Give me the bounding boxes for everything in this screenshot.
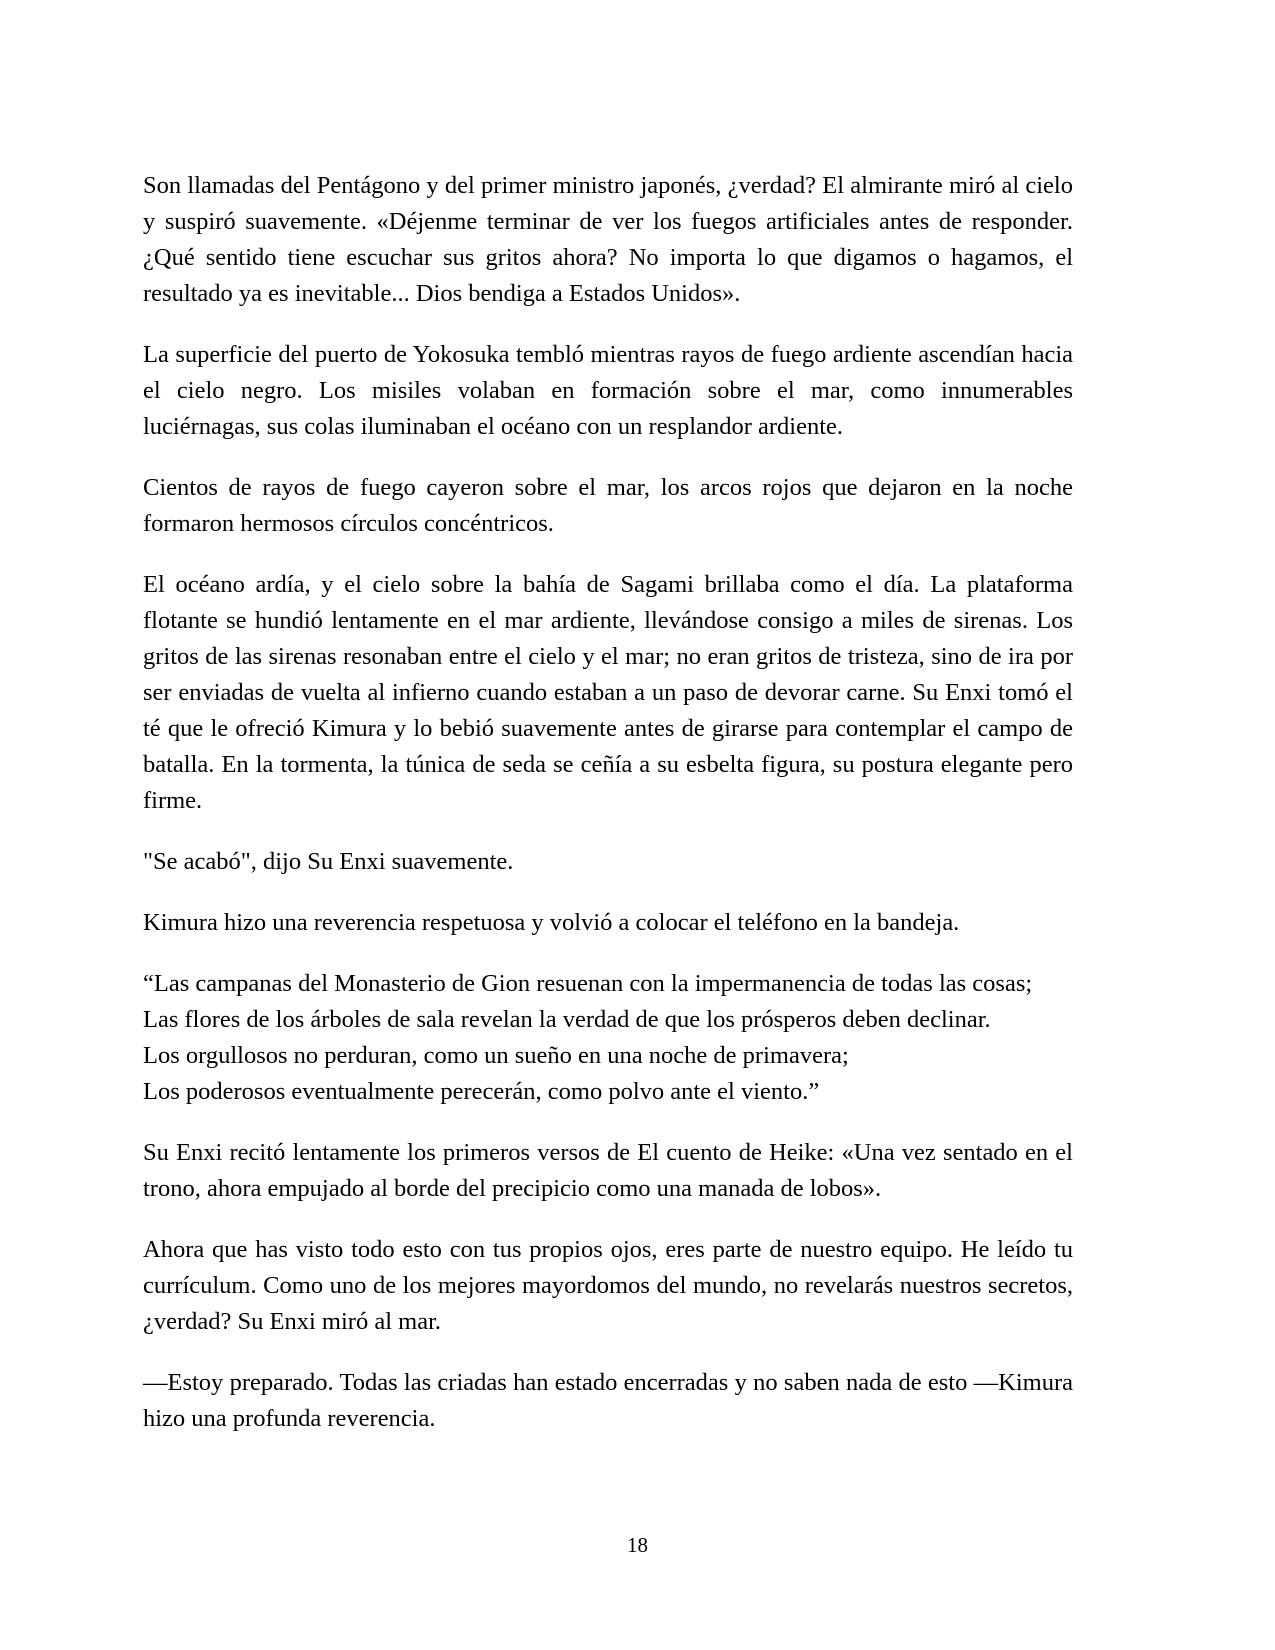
poem-line: Las flores de los árboles de sala revelan la verdad de que los prósperos deben declinar. [143,1006,991,1033]
paragraph-4: El océano ardía, y el cielo sobre la bahía de Sagami brillaba como el día. La plataforma flotante se hundió lentamente en el mar ardiente, llevándose consigo a miles de sirenas. Los gritos de las sirenas resonaban entre el cielo y el mar; no eran gritos de tristeza, sino de ira por ser enviadas de vuelta al infierno cuando estaban a un paso de devorar carne. Su Enxi tomó el té que le ofreció Kimura y lo bebió suavemente antes de girarse para contemplar el campo de batalla. En la tormenta, la túnica de seda se ceñía a su esbelta figura, su postura elegante pero firme. [143,571,1073,814]
paragraph-7: Su Enxi recitó lentamente los primeros versos de El cuento de Heike: «Una vez sentado en el trono, ahora empujado al borde del precipicio como una manada de lobos». [143,1139,1073,1202]
page-number: 18 [627,1533,648,1557]
paragraph-5: "Se acabó", dijo Su Enxi suavemente. [143,848,514,875]
paragraph-9: —Estoy preparado. Todas las criadas han estado encerradas y no saben nada de esto —Kimura hizo una profunda reverencia. [143,1369,1073,1432]
poem-line: Los orgullosos no perduran, como un sueño en una noche de primavera; [143,1042,849,1069]
paragraph-8: Ahora que has visto todo esto con tus propios ojos, eres parte de nuestro equipo. He leído tu currículum. Como uno de los mejores mayordomos del mundo, no revelarás nuestros secretos, ¿verdad? Su Enxi miró al mar. [143,1236,1073,1335]
paragraph-6: Kimura hizo una reverencia respetuosa y volvió a colocar el teléfono en la bandeja. [143,909,960,936]
poem-line: Los poderosos eventualmente perecerán, como polvo ante el viento.” [143,1078,820,1105]
paragraph-3: Cientos de rayos de fuego cayeron sobre el mar, los arcos rojos que dejaron en la noche formaron hermosos círculos concéntricos. [143,474,1073,537]
paragraph-1: Son llamadas del Pentágono y del primer ministro japonés, ¿verdad? El almirante miró al cielo y suspiró suavemente. «Déjenme terminar de ver los fuegos artificiales antes de responder. ¿Qué sentido tiene escuchar sus gritos ahora? No importa lo que digamos o hagamos, el resultado ya es inevitable... Dios bendiga a Estados Unidos». [143,172,1073,307]
poem-line: “Las campanas del Monasterio de Gion resuenan con la impermanencia de todas las cosas; [143,970,1033,997]
body-text-column [143,168,1073,1437]
poem-heike [143,966,1073,1110]
paragraph-2: La superficie del puerto de Yokosuka tembló mientras rayos de fuego ardiente ascendían hacia el cielo negro. Los misiles volaban en formación sobre el mar, como innumerables luciérnagas, sus colas iluminaban el océano con un resplandor ardiente. [143,341,1073,440]
